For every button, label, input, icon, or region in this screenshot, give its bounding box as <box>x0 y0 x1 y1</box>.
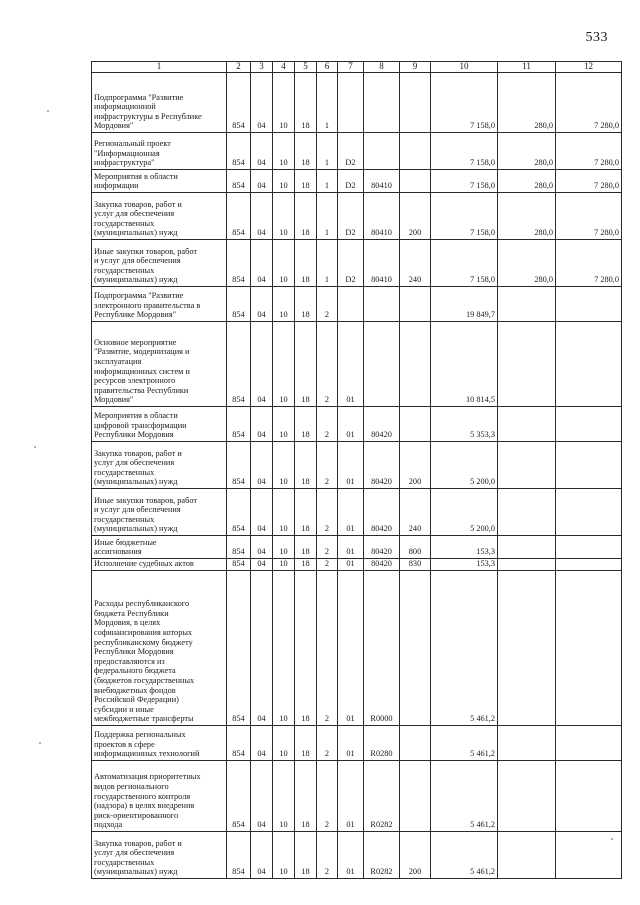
row-cell-col-12 <box>556 442 622 489</box>
table-row <box>92 559 622 571</box>
row-name-cell: Мероприятия в области цифровой трансформации Республики Мордовия <box>92 407 227 442</box>
row-cell-col-2: 854 <box>227 407 251 442</box>
row-cell-col-6: 2 <box>317 322 338 407</box>
row-cell-col-3: 04 <box>251 442 273 489</box>
row-cell-col-5: 18 <box>295 832 317 879</box>
column-header: 10 <box>431 62 498 73</box>
row-cell-col-7: 01 <box>338 536 364 559</box>
row-name-cell: Закупка товаров, работ и услуг для обеспечения государственных (муниципальных) нужд <box>92 193 227 240</box>
row-cell-col-4: 10 <box>273 726 295 761</box>
row-cell-col-2: 854 <box>227 536 251 559</box>
row-cell-col-8: 80410 <box>364 170 400 193</box>
row-cell-col-10: 7 158,0 <box>431 240 498 287</box>
row-cell-col-3: 04 <box>251 193 273 240</box>
row-cell-col-10: 153,3 <box>431 536 498 559</box>
row-cell-col-12 <box>556 536 622 559</box>
table-row <box>92 287 622 322</box>
row-cell-col-6: 2 <box>317 407 338 442</box>
row-cell-col-2: 854 <box>227 489 251 536</box>
row-cell-col-12: 7 280,0 <box>556 170 622 193</box>
row-cell-col-7: 01 <box>338 571 364 726</box>
row-cell-col-6: 2 <box>317 726 338 761</box>
row-cell-col-8: 80410 <box>364 193 400 240</box>
row-cell-col-12: 7 280,0 <box>556 73 622 133</box>
scan-speck <box>611 838 613 840</box>
row-cell-col-11 <box>498 726 556 761</box>
row-cell-col-5: 18 <box>295 133 317 170</box>
row-cell-col-4: 10 <box>273 133 295 170</box>
row-cell-col-8 <box>364 322 400 407</box>
row-cell-col-9 <box>400 407 431 442</box>
row-cell-col-9 <box>400 726 431 761</box>
row-cell-col-6: 2 <box>317 489 338 536</box>
row-cell-col-2: 854 <box>227 832 251 879</box>
row-cell-col-5: 18 <box>295 536 317 559</box>
row-cell-col-11 <box>498 442 556 489</box>
row-cell-col-4: 10 <box>273 73 295 133</box>
table-row <box>92 240 622 287</box>
row-cell-col-7: D2 <box>338 193 364 240</box>
row-cell-col-4: 10 <box>273 193 295 240</box>
row-cell-col-7: 01 <box>338 761 364 832</box>
row-cell-col-3: 04 <box>251 536 273 559</box>
table-row <box>92 536 622 559</box>
row-name-cell: Закупка товаров, работ и услуг для обеспечения государственных (муниципальных) нужд <box>92 832 227 879</box>
row-cell-col-4: 10 <box>273 442 295 489</box>
table-row <box>92 761 622 832</box>
row-cell-col-3: 04 <box>251 133 273 170</box>
row-cell-col-2: 854 <box>227 559 251 571</box>
column-header-row <box>92 62 622 73</box>
row-cell-col-11: 280,0 <box>498 193 556 240</box>
row-cell-col-6: 2 <box>317 287 338 322</box>
table-row <box>92 133 622 170</box>
row-cell-col-8: 80410 <box>364 240 400 287</box>
table-row <box>92 832 622 879</box>
row-cell-col-12: 7 280,0 <box>556 240 622 287</box>
row-cell-col-9: 240 <box>400 240 431 287</box>
row-cell-col-11 <box>498 832 556 879</box>
row-cell-col-5: 18 <box>295 442 317 489</box>
column-header: 3 <box>251 62 273 73</box>
row-cell-col-2: 854 <box>227 133 251 170</box>
row-cell-col-7: D2 <box>338 133 364 170</box>
row-name-cell: Исполнение судебных актов <box>92 559 227 571</box>
row-cell-col-11 <box>498 489 556 536</box>
row-cell-col-9: 200 <box>400 193 431 240</box>
row-cell-col-6: 2 <box>317 559 338 571</box>
row-cell-col-3: 04 <box>251 571 273 726</box>
row-cell-col-2: 854 <box>227 761 251 832</box>
row-cell-col-12 <box>556 761 622 832</box>
row-cell-col-12 <box>556 559 622 571</box>
row-cell-col-10: 7 158,0 <box>431 73 498 133</box>
row-cell-col-6: 2 <box>317 442 338 489</box>
row-cell-col-4: 10 <box>273 240 295 287</box>
row-cell-col-11 <box>498 571 556 726</box>
row-cell-col-10: 19 849,7 <box>431 287 498 322</box>
row-cell-col-4: 10 <box>273 287 295 322</box>
row-cell-col-5: 18 <box>295 571 317 726</box>
row-name-cell: Закупка товаров, работ и услуг для обеспечения государственных (муниципальных) нужд <box>92 442 227 489</box>
table-row <box>92 322 622 407</box>
row-cell-col-5: 18 <box>295 559 317 571</box>
row-name-cell: Расходы республиканского бюджета Республики Мордовия, в целях софинансирования которых республиканскому бюджету Республики Мордовия предоставляются из федерального бюджета (бюджетов государственных внебюджетных фондов Российской Федерации) субсидии и иные межбюджетные трансферты <box>92 571 227 726</box>
table-row <box>92 170 622 193</box>
row-cell-col-10: 5 461,2 <box>431 761 498 832</box>
row-cell-col-6: 1 <box>317 193 338 240</box>
row-cell-col-6: 1 <box>317 170 338 193</box>
row-cell-col-5: 18 <box>295 193 317 240</box>
column-header: 8 <box>364 62 400 73</box>
row-cell-col-10: 7 158,0 <box>431 193 498 240</box>
row-cell-col-2: 854 <box>227 726 251 761</box>
row-cell-col-4: 10 <box>273 832 295 879</box>
row-name-cell: Поддержка региональных проектов в сфере информационных технологий <box>92 726 227 761</box>
row-name-cell: Иные бюджетные ассигнования <box>92 536 227 559</box>
row-cell-col-12 <box>556 287 622 322</box>
row-cell-col-6: 1 <box>317 240 338 287</box>
row-cell-col-9 <box>400 170 431 193</box>
row-cell-col-7 <box>338 73 364 133</box>
table-row <box>92 73 622 133</box>
row-cell-col-4: 10 <box>273 170 295 193</box>
row-cell-col-4: 10 <box>273 407 295 442</box>
row-cell-col-2: 854 <box>227 571 251 726</box>
row-cell-col-5: 18 <box>295 407 317 442</box>
column-header: 11 <box>498 62 556 73</box>
row-cell-col-7 <box>338 287 364 322</box>
row-cell-col-7: D2 <box>338 170 364 193</box>
row-cell-col-2: 854 <box>227 73 251 133</box>
row-cell-col-11 <box>498 559 556 571</box>
row-cell-col-3: 04 <box>251 170 273 193</box>
column-header: 6 <box>317 62 338 73</box>
budget-table <box>91 61 622 879</box>
row-cell-col-11 <box>498 287 556 322</box>
scan-speck <box>34 446 36 448</box>
row-cell-col-3: 04 <box>251 489 273 536</box>
row-cell-col-8: 80420 <box>364 536 400 559</box>
row-cell-col-9 <box>400 571 431 726</box>
row-cell-col-11 <box>498 761 556 832</box>
row-cell-col-8: 80420 <box>364 559 400 571</box>
row-cell-col-12 <box>556 489 622 536</box>
row-cell-col-7: 01 <box>338 489 364 536</box>
row-name-cell: Основное мероприятие "Развитие, модернизация и эксплуатация информационных систем и ресурсов электронного правительства Республики Мордовия" <box>92 322 227 407</box>
row-cell-col-11: 280,0 <box>498 133 556 170</box>
column-header: 9 <box>400 62 431 73</box>
row-cell-col-2: 854 <box>227 193 251 240</box>
row-cell-col-9: 800 <box>400 536 431 559</box>
row-cell-col-3: 04 <box>251 559 273 571</box>
row-name-cell: Иные закупки товаров, работ и услуг для обеспечения государственных (муниципальных) нужд <box>92 489 227 536</box>
row-cell-col-3: 04 <box>251 322 273 407</box>
budget-table-body <box>92 73 622 879</box>
row-cell-col-5: 18 <box>295 489 317 536</box>
row-cell-col-5: 18 <box>295 287 317 322</box>
row-cell-col-10: 7 158,0 <box>431 133 498 170</box>
row-cell-col-2: 854 <box>227 170 251 193</box>
row-cell-col-8: 80420 <box>364 442 400 489</box>
row-cell-col-10: 5 200,0 <box>431 489 498 536</box>
row-cell-col-4: 10 <box>273 761 295 832</box>
table-row <box>92 726 622 761</box>
row-cell-col-5: 18 <box>295 761 317 832</box>
row-cell-col-8: R0282 <box>364 832 400 879</box>
table-row <box>92 407 622 442</box>
row-cell-col-4: 10 <box>273 536 295 559</box>
row-cell-col-8: R0282 <box>364 761 400 832</box>
row-cell-col-12 <box>556 407 622 442</box>
column-header: 1 <box>92 62 227 73</box>
row-cell-col-12 <box>556 322 622 407</box>
row-name-cell: Региональный проект "Информационная инфраструктура" <box>92 133 227 170</box>
row-cell-col-7: 01 <box>338 559 364 571</box>
column-header: 4 <box>273 62 295 73</box>
row-cell-col-2: 854 <box>227 322 251 407</box>
row-cell-col-8: 80420 <box>364 489 400 536</box>
row-cell-col-7: 01 <box>338 442 364 489</box>
row-cell-col-9: 240 <box>400 489 431 536</box>
row-cell-col-7: 01 <box>338 726 364 761</box>
row-cell-col-8 <box>364 73 400 133</box>
row-cell-col-8: 80420 <box>364 407 400 442</box>
table-row <box>92 193 622 240</box>
row-cell-col-6: 2 <box>317 832 338 879</box>
scan-speck <box>47 110 49 112</box>
row-cell-col-6: 2 <box>317 536 338 559</box>
row-cell-col-5: 18 <box>295 73 317 133</box>
column-header: 5 <box>295 62 317 73</box>
row-cell-col-10: 5 353,3 <box>431 407 498 442</box>
row-cell-col-7: 01 <box>338 322 364 407</box>
row-name-cell: Мероприятия в области информации <box>92 170 227 193</box>
row-cell-col-5: 18 <box>295 726 317 761</box>
row-cell-col-3: 04 <box>251 73 273 133</box>
column-header: 7 <box>338 62 364 73</box>
row-cell-col-3: 04 <box>251 407 273 442</box>
row-cell-col-11: 280,0 <box>498 73 556 133</box>
row-cell-col-4: 10 <box>273 571 295 726</box>
table-row <box>92 489 622 536</box>
row-cell-col-12: 7 280,0 <box>556 133 622 170</box>
row-cell-col-6: 2 <box>317 761 338 832</box>
table-row <box>92 571 622 726</box>
row-cell-col-10: 5 200,0 <box>431 442 498 489</box>
row-name-cell: Автоматизация приоритетных видов регионального государственного контроля (надзора) в целях внедрения риск-ориентированного подхода <box>92 761 227 832</box>
row-cell-col-9 <box>400 287 431 322</box>
column-header: 2 <box>227 62 251 73</box>
row-cell-col-9: 200 <box>400 442 431 489</box>
row-cell-col-11: 280,0 <box>498 240 556 287</box>
row-cell-col-3: 04 <box>251 240 273 287</box>
row-cell-col-12: 7 280,0 <box>556 193 622 240</box>
row-cell-col-4: 10 <box>273 322 295 407</box>
row-cell-col-12 <box>556 726 622 761</box>
page-number: 533 <box>585 30 608 45</box>
row-cell-col-7: 01 <box>338 407 364 442</box>
row-cell-col-10: 10 814,5 <box>431 322 498 407</box>
scan-speck <box>39 742 41 744</box>
row-cell-col-8: R0000 <box>364 571 400 726</box>
column-header: 12 <box>556 62 622 73</box>
row-cell-col-4: 10 <box>273 559 295 571</box>
row-cell-col-2: 854 <box>227 442 251 489</box>
row-cell-col-4: 10 <box>273 489 295 536</box>
row-cell-col-12 <box>556 571 622 726</box>
row-name-cell: Иные закупки товаров, работ и услуг для обеспечения государственных (муниципальных) нужд <box>92 240 227 287</box>
row-cell-col-5: 18 <box>295 322 317 407</box>
row-cell-col-6: 2 <box>317 571 338 726</box>
row-cell-col-9: 200 <box>400 832 431 879</box>
row-cell-col-8 <box>364 287 400 322</box>
row-cell-col-11 <box>498 536 556 559</box>
row-cell-col-10: 5 461,2 <box>431 571 498 726</box>
row-cell-col-5: 18 <box>295 240 317 287</box>
row-cell-col-6: 1 <box>317 73 338 133</box>
row-cell-col-9 <box>400 761 431 832</box>
row-cell-col-10: 5 461,2 <box>431 726 498 761</box>
row-cell-col-7: D2 <box>338 240 364 287</box>
row-cell-col-2: 854 <box>227 287 251 322</box>
row-cell-col-7: 01 <box>338 832 364 879</box>
row-cell-col-11 <box>498 322 556 407</box>
row-cell-col-9 <box>400 133 431 170</box>
row-cell-col-8 <box>364 133 400 170</box>
row-cell-col-8: R0280 <box>364 726 400 761</box>
row-cell-col-9 <box>400 73 431 133</box>
row-cell-col-6: 1 <box>317 133 338 170</box>
row-cell-col-3: 04 <box>251 832 273 879</box>
row-cell-col-3: 04 <box>251 726 273 761</box>
row-name-cell: Подпрограмма "Развитие информационной инфраструктуры в Республике Мордовия" <box>92 73 227 133</box>
row-name-cell: Подпрограмма "Развитие электронного правительства в Республике Мордовия" <box>92 287 227 322</box>
row-cell-col-10: 5 461,2 <box>431 832 498 879</box>
row-cell-col-5: 18 <box>295 170 317 193</box>
row-cell-col-9 <box>400 322 431 407</box>
table-row <box>92 442 622 489</box>
row-cell-col-11 <box>498 407 556 442</box>
row-cell-col-10: 153,3 <box>431 559 498 571</box>
row-cell-col-2: 854 <box>227 240 251 287</box>
row-cell-col-9: 830 <box>400 559 431 571</box>
row-cell-col-3: 04 <box>251 287 273 322</box>
row-cell-col-10: 7 158,0 <box>431 170 498 193</box>
row-cell-col-11: 280,0 <box>498 170 556 193</box>
row-cell-col-3: 04 <box>251 761 273 832</box>
